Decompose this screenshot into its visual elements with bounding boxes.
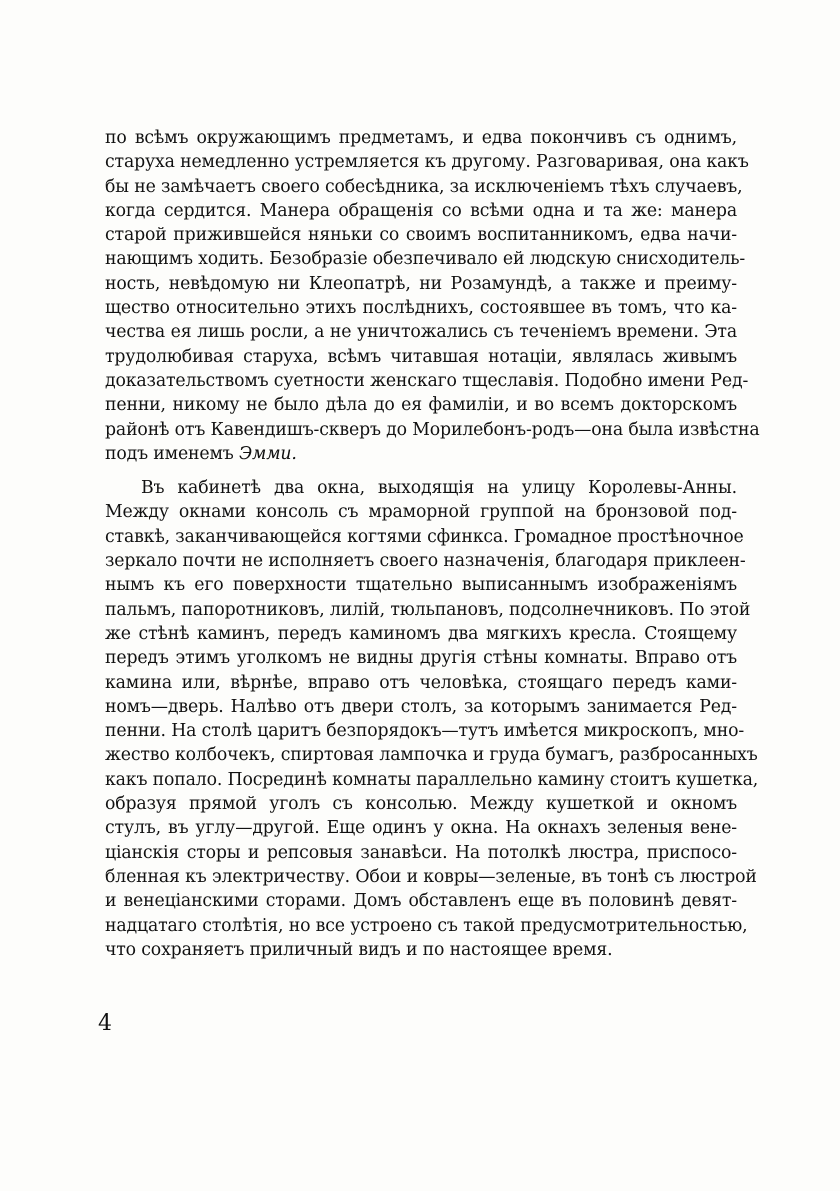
paragraph-2 (105, 476, 759, 962)
text-line: старуха немедленно устремляется къ другому. Разговаривая, она какъ (105, 152, 749, 173)
text-line: когда сердится. Манера обращенія со всѣми одна и та же: манера (105, 200, 737, 221)
text-line: что сохраняетъ приличный видъ и по настоящее время. (105, 939, 613, 960)
text-line: камина или, вѣрнѣе, вправо отъ человѣка, стоящаго передъ ками- (105, 672, 737, 693)
text-line: ставкѣ, заканчивающейся когтями сфинкса. Громадное простѣночное (105, 526, 744, 547)
text-line: Между окнами консоль съ мраморной группой на бронзовой под- (105, 502, 737, 523)
text-line: бы не замѣчаетъ своего собесѣдника, за исключеніемъ тѣхъ случаевъ, (105, 176, 743, 197)
text-line: какъ попало. Посрединѣ комнаты параллельно камину стоитъ кушетка, (105, 769, 759, 790)
text-line: зеркало почти не исполняетъ своего назначенія, благодаря приклеен- (105, 551, 746, 572)
text-line: районѣ отъ Кавендишъ-скверъ до Морилебонъ-родъ—она была извѣстна (105, 419, 760, 440)
text-line: номъ—дверь. Налѣво отъ двери столъ, за которымъ занимается Ред- (105, 696, 737, 717)
text-line: пенни. На столѣ царитъ безпорядокъ—тутъ имѣется микроскопъ, мно- (105, 721, 745, 742)
final-line-text: подъ именемъ (105, 443, 239, 464)
text-line: передъ этимъ уголкомъ не видны другія стѣны комнаты. Вправо отъ (105, 648, 737, 669)
text-line: и венеціанскими сторами. Домъ обставленъ еще въ половинѣ девят- (105, 891, 737, 912)
text-line: трудолюбивая старуха, всѣмъ читавшая нотаціи, являлась живымъ (105, 346, 737, 367)
text-line: пенни, никому не было дѣла до ея фамиліи, и во всемъ докторскомъ (105, 395, 737, 416)
page-number: 4 (98, 1011, 112, 1036)
text-line: чества ея лишь росли, а не уничтожались съ теченіемъ времени. Эта (105, 322, 737, 343)
text-line: же стѣнѣ каминъ, передъ каминомъ два мягкихъ кресла. Стоящему (105, 623, 737, 644)
emphasized-name: Эмми. (238, 443, 297, 464)
text-line: Въ кабинетѣ два окна, выходящія на улицу Королевы-Анны. (141, 478, 737, 499)
text-line: старой прижившейся няньки со своимъ воспитанникомъ, едва начи- (105, 225, 737, 246)
text-line: нающимъ ходить. Безобразіе обезпечивало ей людскую снисходитель- (105, 249, 746, 270)
body-text (105, 126, 760, 962)
text-line: надцатаго столѣтія, но все устроено съ такой предусмотрительностью, (105, 915, 748, 936)
text-line: нымъ къ его поверхности тщательно выписаннымъ изображеніямъ (105, 575, 737, 596)
text-line: ность, невѣдомую ни Клеопатрѣ, ни Розамундѣ, а также и преиму- (105, 273, 737, 294)
text-line: щество относительно этихъ послѣднихъ, состоявшее въ томъ, что ка- (105, 298, 737, 319)
text-line: ціанскія сторы и репсовыя занавѣси. На потолкѣ люстра, приспосо- (105, 842, 737, 863)
text-line: образуя прямой уголъ съ консолью. Между кушеткой и окномъ (105, 794, 737, 815)
text-line: доказательствомъ суетности женскаго тщеславія. Подобно имени Ред- (105, 370, 749, 391)
text-line: по всѣмъ окружающимъ предметамъ, и едва покончивъ съ однимъ, (105, 128, 737, 148)
text-line: жество колбочекъ, спиртовая лампочка и груда бумагъ, разбросанныхъ (105, 745, 758, 766)
paragraph-1 (105, 126, 760, 466)
text-line: пальмъ, папоротниковъ, лилій, тюльпановъ, подсолнечниковъ. По этой (105, 599, 751, 620)
text-line: бленная къ электричеству. Обои и ковры—зеленые, въ тонѣ съ люстрой (105, 866, 757, 887)
text-line-final (105, 442, 737, 466)
text-line: стулъ, въ углу—другой. Еще одинъ у окна. На окнахъ зеленыя вене- (105, 818, 737, 839)
